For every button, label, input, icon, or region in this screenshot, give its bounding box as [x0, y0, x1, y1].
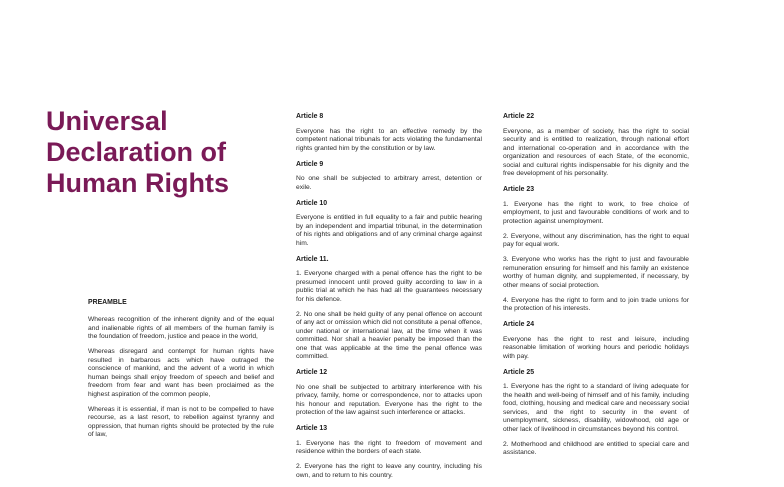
- article-paragraph: 1. Everyone charged with a penal offence has the right to be presumed innocent until proved guilty according to law in a public trial at which he has had all the guarantees necessary for his defence.: [296, 270, 482, 303]
- article-paragraph: Everyone, as a member of society, has the right to social security and is entitled to realization, through national effort and international co-operation and in accordance with the organization and resources of each State, of the economic, social and cultural rights indispensable for his dignity and the free development of his personality.: [503, 127, 689, 177]
- articles-column-middle: [296, 112, 482, 487]
- preamble-paragraph: Whereas it is essential, if man is not to be compelled to have recourse, as a last resort, to rebellion against tyranny and oppression, that human rights should be protected by the rule of law,: [88, 405, 274, 438]
- article-paragraph: Everyone has the right to an effective remedy by the competent national tribunals for acts violating the fundamental rights granted him by the constitution or by law.: [296, 127, 482, 152]
- article-paragraph: Everyone is entitled in full equality to a fair and public hearing by an independent and impartial tribunal, in the determination of his rights and obligations and of any criminal charge against him.: [296, 214, 482, 247]
- article-paragraph: 1. Everyone has the right to a standard of living adequate for the health and well-being of himself and of his family, including food, clothing, housing and medical care and necessary social services, and the right to security in the event of unemployment, sickness, disability, widowhood, old age or other lack of livelihood in circumstances beyond his control.: [503, 383, 689, 433]
- article-paragraph: No one shall be subjected to arbitrary arrest, detention or exile.: [296, 175, 482, 191]
- article-paragraph: 2. Everyone, without any discrimination, has the right to equal pay for equal work.: [503, 232, 689, 248]
- article-heading: Article 24: [503, 321, 535, 328]
- article-paragraph: Everyone has the right to rest and leisure, including reasonable limitation of working hours and periodic holidays with pay.: [503, 335, 689, 360]
- article-paragraph: 2. No one shall be held guilty of any penal offence on account of any act or omission which did not constitute a penal offence, under national or international law, at the time when it was committed. Nor shall a heavier penalty be imposed than the one that was applicable at the time the penal offence was committed.: [296, 310, 482, 360]
- preamble-paragraph: Whereas recognition of the inherent dignity and of the equal and inalienable rights of all members of the human family is the foundation of freedom, justice and peace in the world,: [88, 316, 274, 340]
- title-line: Human Rights: [46, 168, 230, 198]
- article-heading: Article 23: [503, 186, 535, 193]
- article-heading: Article 9: [296, 160, 324, 168]
- article-heading: Article 25: [503, 368, 535, 376]
- article-paragraph: 1. Everyone has the right to freedom of movement and residence within the borders of each state.: [296, 439, 482, 455]
- article-paragraph: No one shall be subjected to arbitrary interference with his privacy, family, home or correspondence, nor to attacks upon his honour and reputation. Everyone has the right to the protection of the law against such interference or attacks.: [296, 383, 482, 416]
- article-paragraph: 2. Everyone has the right to leave any country, including his own, and to return to his country.: [296, 463, 482, 479]
- title-line: Universal: [46, 106, 168, 136]
- article-heading: Article 8: [296, 113, 324, 120]
- article-paragraph: 1. Everyone has the right to work, to free choice of employment, to just and favourable conditions of work and to protection against unemployment.: [503, 200, 689, 225]
- article-paragraph: 4. Everyone has the right to form and to join trade unions for the protection of his interests.: [503, 296, 689, 312]
- preamble-column: [88, 298, 274, 446]
- article-heading: Article 10: [296, 199, 328, 207]
- article-heading: Article 11.: [296, 255, 329, 263]
- article-paragraph: 3. Everyone who works has the right to just and favourable remuneration ensuring for himself and his family an existence worthy of human dignity, and supplemented, if necessary, by other means of social protection.: [503, 256, 689, 289]
- article-heading: Article 12: [296, 369, 328, 376]
- articles-column-right: [503, 112, 689, 464]
- preamble-paragraph: Whereas disregard and contempt for human rights have resulted in barbarous acts which have outraged the conscience of mankind, and the advent of a world in which human beings shall enjoy freedom of speech and belief and freedom from fear and want has been proclaimed as the highest aspiration of the common people,: [88, 348, 274, 398]
- preamble-heading: PREAMBLE: [88, 299, 127, 306]
- document-title: [46, 106, 276, 199]
- title-line: Declaration of: [46, 137, 227, 167]
- article-heading: Article 13: [296, 425, 328, 432]
- article-paragraph: 2. Motherhood and childhood are entitled to special care and assistance.: [503, 440, 689, 456]
- article-heading: Article 22: [503, 113, 535, 120]
